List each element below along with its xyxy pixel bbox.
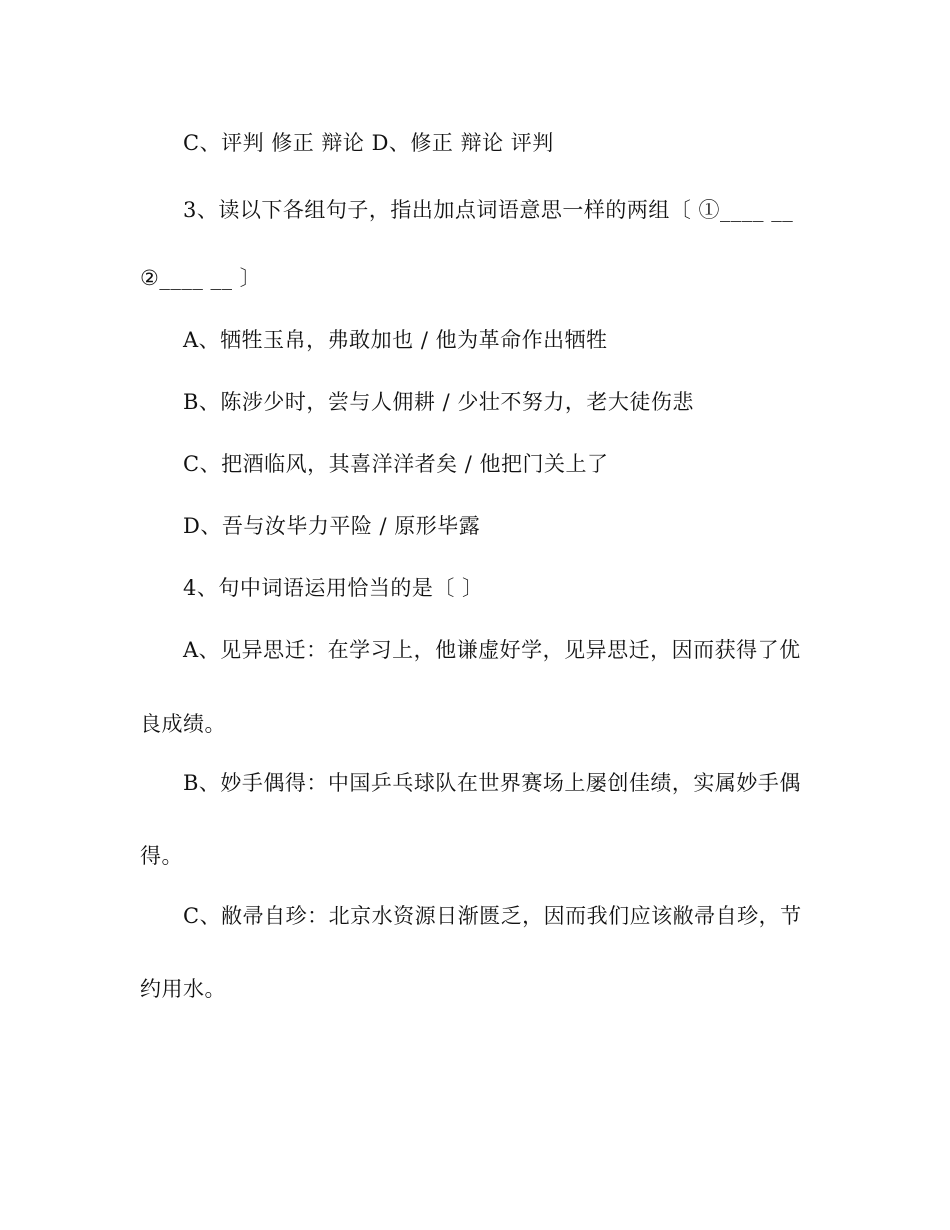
question-3-option-a: A、牺牲玉帛，弗敢加也 / 他为革命作出牺牲	[183, 328, 608, 352]
question-4-option-a: A、见异思迁：在学习上，他谦虚好学，见异思迁，因而获得了优	[183, 638, 801, 662]
question-3-option-c: C、把酒临风，其喜洋洋者矣 / 他把门关上了	[183, 452, 609, 476]
question-3-option-d: D、吾与汝毕力平险 / 原形毕露	[183, 514, 481, 538]
question-4-option-b: B、妙手偶得：中国乒乓球队在世界赛场上屡创佳绩，实属妙手偶	[183, 771, 801, 795]
question-4-option-a-continued: 良成绩。	[140, 712, 226, 736]
question-3-option-b: B、陈涉少时，尝与人佣耕 / 少壮不努力，老大徒伤悲	[183, 390, 694, 414]
question-4-option-b-continued: 得。	[140, 844, 183, 868]
option-line-c-order: C、评判 修正 辩论 D、修正 辩论 评判	[183, 131, 554, 155]
question-4-option-c-continued: 约用水。	[140, 977, 226, 1001]
question-3-stem-continued: ②____ __ 〕	[140, 266, 262, 290]
question-3-stem: 3、读以下各组句子，指出加点词语意思一样的两组〔 ①____ __	[183, 198, 794, 222]
question-4-option-c: C、敝帚自珍：北京水资源日渐匮乏，因而我们应该敝帚自珍，节	[183, 904, 802, 928]
question-4-stem: 4、句中词语运用恰当的是〔 〕	[183, 576, 484, 600]
